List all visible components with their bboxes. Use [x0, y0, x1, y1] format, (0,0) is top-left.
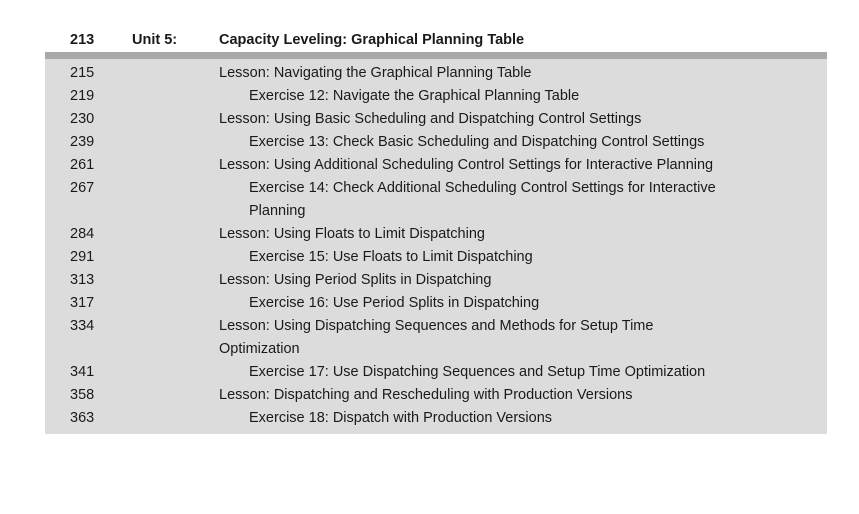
- entry-title: Lesson: Using Dispatching Sequences and Methods for Setup Time Optimization: [219, 318, 654, 357]
- table-of-contents: [45, 28, 827, 434]
- toc-entry-lesson[interactable]: [45, 154, 827, 177]
- toc-entry-lesson[interactable]: [45, 384, 827, 407]
- toc-entry-exercise[interactable]: [45, 131, 827, 154]
- toc-entry-exercise[interactable]: [45, 246, 827, 269]
- entry-title: Lesson: Using Basic Scheduling and Dispatching Control Settings: [219, 111, 642, 127]
- entry-title: Exercise 15: Use Floats to Limit Dispatching: [249, 249, 533, 265]
- entry-title: Exercise 12: Navigate the Graphical Planning Table: [249, 88, 580, 104]
- entry-page-number: 219: [70, 88, 95, 104]
- toc-entry-lesson[interactable]: [45, 62, 827, 85]
- unit-title[interactable]: Capacity Leveling: Graphical Planning Table: [219, 32, 525, 48]
- toc-entries: [45, 59, 827, 434]
- header-divider: [45, 52, 827, 59]
- entry-page-number: 313: [70, 272, 95, 288]
- unit-page-number[interactable]: 213: [70, 32, 95, 48]
- entry-page-number: 284: [70, 226, 95, 242]
- entry-page-number: 267: [70, 180, 95, 196]
- entry-title: Lesson: Navigating the Graphical Planning Table: [219, 65, 532, 81]
- entry-title: Lesson: Using Additional Scheduling Control Settings for Interactive Planning: [219, 157, 714, 173]
- entry-page-number: 317: [70, 295, 95, 311]
- entry-title: Lesson: Using Period Splits in Dispatching: [219, 272, 492, 288]
- entry-title: Lesson: Using Floats to Limit Dispatching: [219, 226, 485, 242]
- entry-page-number: 230: [70, 111, 95, 127]
- toc-entry-exercise[interactable]: [45, 292, 827, 315]
- entry-page-number: 291: [70, 249, 95, 265]
- entry-title: Exercise 18: Dispatch with Production Versions: [249, 410, 553, 426]
- entry-title: Exercise 14: Check Additional Scheduling Control Settings for Interactive Planning: [249, 180, 716, 219]
- entry-title: Exercise 16: Use Period Splits in Dispatching: [249, 295, 540, 311]
- unit-header: [45, 28, 827, 52]
- entry-page-number: 215: [70, 65, 95, 81]
- toc-entry-exercise[interactable]: [45, 177, 827, 223]
- entry-title: Exercise 17: Use Dispatching Sequences and Setup Time Optimization: [249, 364, 706, 380]
- toc-entry-lesson[interactable]: [45, 223, 827, 246]
- entry-page-number: 261: [70, 157, 95, 173]
- toc-entry-exercise[interactable]: [45, 85, 827, 108]
- toc-entry-lesson[interactable]: [45, 108, 827, 131]
- entry-title: Lesson: Dispatching and Rescheduling with Production Versions: [219, 387, 633, 403]
- entry-page-number: 334: [70, 318, 95, 334]
- entry-page-number: 363: [70, 410, 95, 426]
- toc-entry-exercise[interactable]: [45, 361, 827, 384]
- toc-entry-lesson[interactable]: [45, 269, 827, 292]
- unit-label: Unit 5:: [132, 32, 178, 48]
- entry-page-number: 341: [70, 364, 95, 380]
- entry-title: Exercise 13: Check Basic Scheduling and Dispatching Control Settings: [249, 134, 705, 150]
- toc-entry-lesson[interactable]: [45, 315, 827, 361]
- entry-page-number: 358: [70, 387, 95, 403]
- toc-entry-exercise[interactable]: [45, 407, 827, 430]
- entry-page-number: 239: [70, 134, 95, 150]
